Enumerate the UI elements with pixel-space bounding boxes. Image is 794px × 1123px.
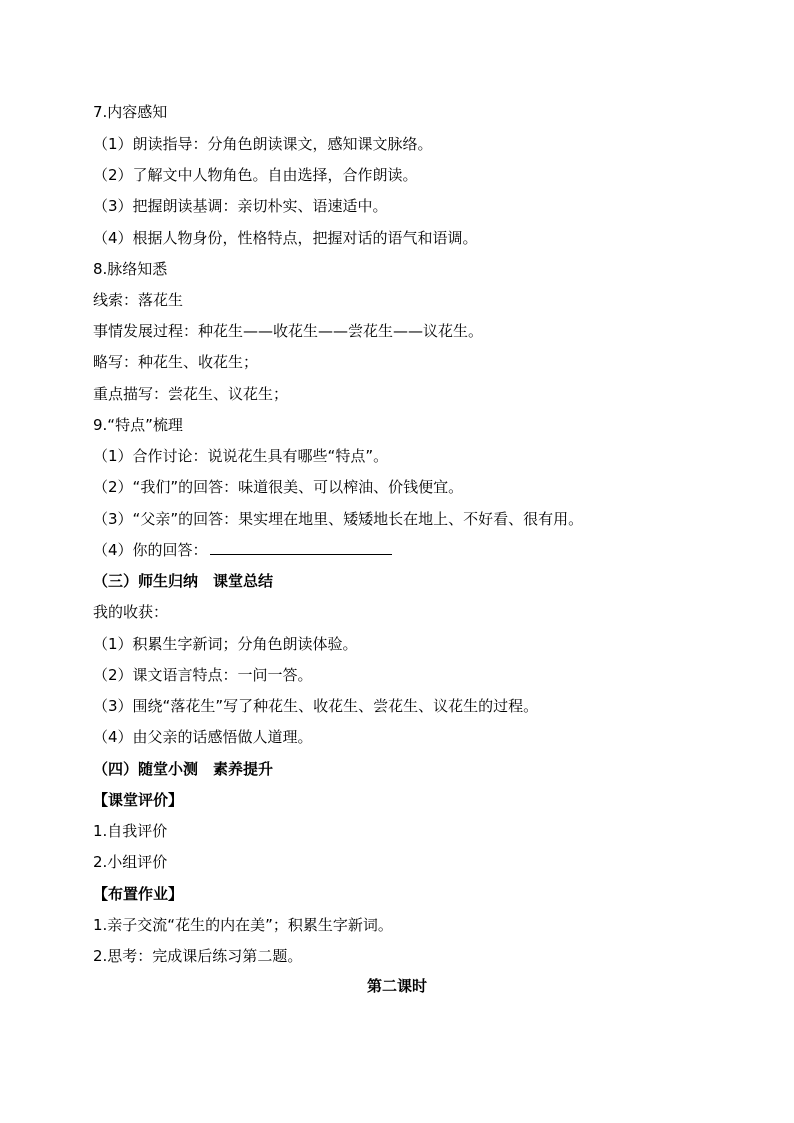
section-heading-features: 9.“特点”梳理 bbox=[93, 416, 183, 434]
section-heading-context: 8.脉络知悉 bbox=[93, 260, 168, 278]
section-heading-evaluation: 【课堂评价】 bbox=[93, 791, 184, 809]
paragraph-line: （3）“父亲”的回答：果实埋在地里、矮矮地长在地上、不好看、很有用。 bbox=[93, 510, 584, 528]
paragraph-line: （3）围绕“落花生”写了种花生、收花生、尝花生、议花生的过程。 bbox=[93, 697, 539, 715]
paragraph-line: （1）朗读指导：分角色朗读课文，感知课文脉络。 bbox=[93, 135, 433, 153]
paragraph-line: （2）了解文中人物角色。自由选择，合作朗读。 bbox=[93, 166, 418, 184]
section-heading-quiz: （四）随堂小测 素养提升 bbox=[93, 760, 274, 778]
paragraph-line: （1）合作讨论：说说花生具有哪些“特点”。 bbox=[93, 447, 389, 465]
paragraph-line: （4）根据人物身份，性格特点，把握对话的语气和语调。 bbox=[93, 229, 478, 247]
answer-label: （4）你的回答： bbox=[93, 541, 208, 559]
answer-line bbox=[93, 540, 392, 560]
answer-blank[interactable] bbox=[210, 540, 392, 555]
paragraph-line: 重点描写：尝花生、议花生； bbox=[93, 385, 289, 403]
paragraph-line: （3）把握朗读基调：亲切朴实、语速适中。 bbox=[93, 197, 388, 215]
paragraph-line: 线索：落花生 bbox=[93, 291, 184, 309]
paragraph-line: （2）“我们”的回答：味道很美、可以榨油、价钱便宜。 bbox=[93, 478, 464, 496]
paragraph-line: 1.自我评价 bbox=[93, 822, 168, 840]
paragraph-line: 2.小组评价 bbox=[93, 853, 168, 871]
paragraph-line: （1）积累生字新词；分角色朗读体验。 bbox=[93, 635, 358, 653]
paragraph-line: （2）课文语言特点：一问一答。 bbox=[93, 666, 313, 684]
paragraph-line: 我的收获： bbox=[93, 603, 169, 621]
section-heading-homework: 【布置作业】 bbox=[93, 885, 184, 903]
paragraph-line: 1.亲子交流“花生的内在美”；积累生字新词。 bbox=[93, 916, 393, 934]
paragraph-line: 略写：种花生、收花生； bbox=[93, 353, 259, 371]
paragraph-line: 事情发展过程：种花生——收花生——尝花生——议花生。 bbox=[93, 322, 484, 340]
section-heading-content-perception: 7.内容感知 bbox=[93, 103, 168, 121]
paragraph-line: 2.思考：完成课后练习第二题。 bbox=[93, 947, 303, 965]
lesson-heading: 第二课时 bbox=[366, 977, 427, 995]
paragraph-line: （4）由父亲的话感悟做人道理。 bbox=[93, 728, 313, 746]
section-heading-summary: （三）师生归纳 课堂总结 bbox=[93, 572, 274, 590]
